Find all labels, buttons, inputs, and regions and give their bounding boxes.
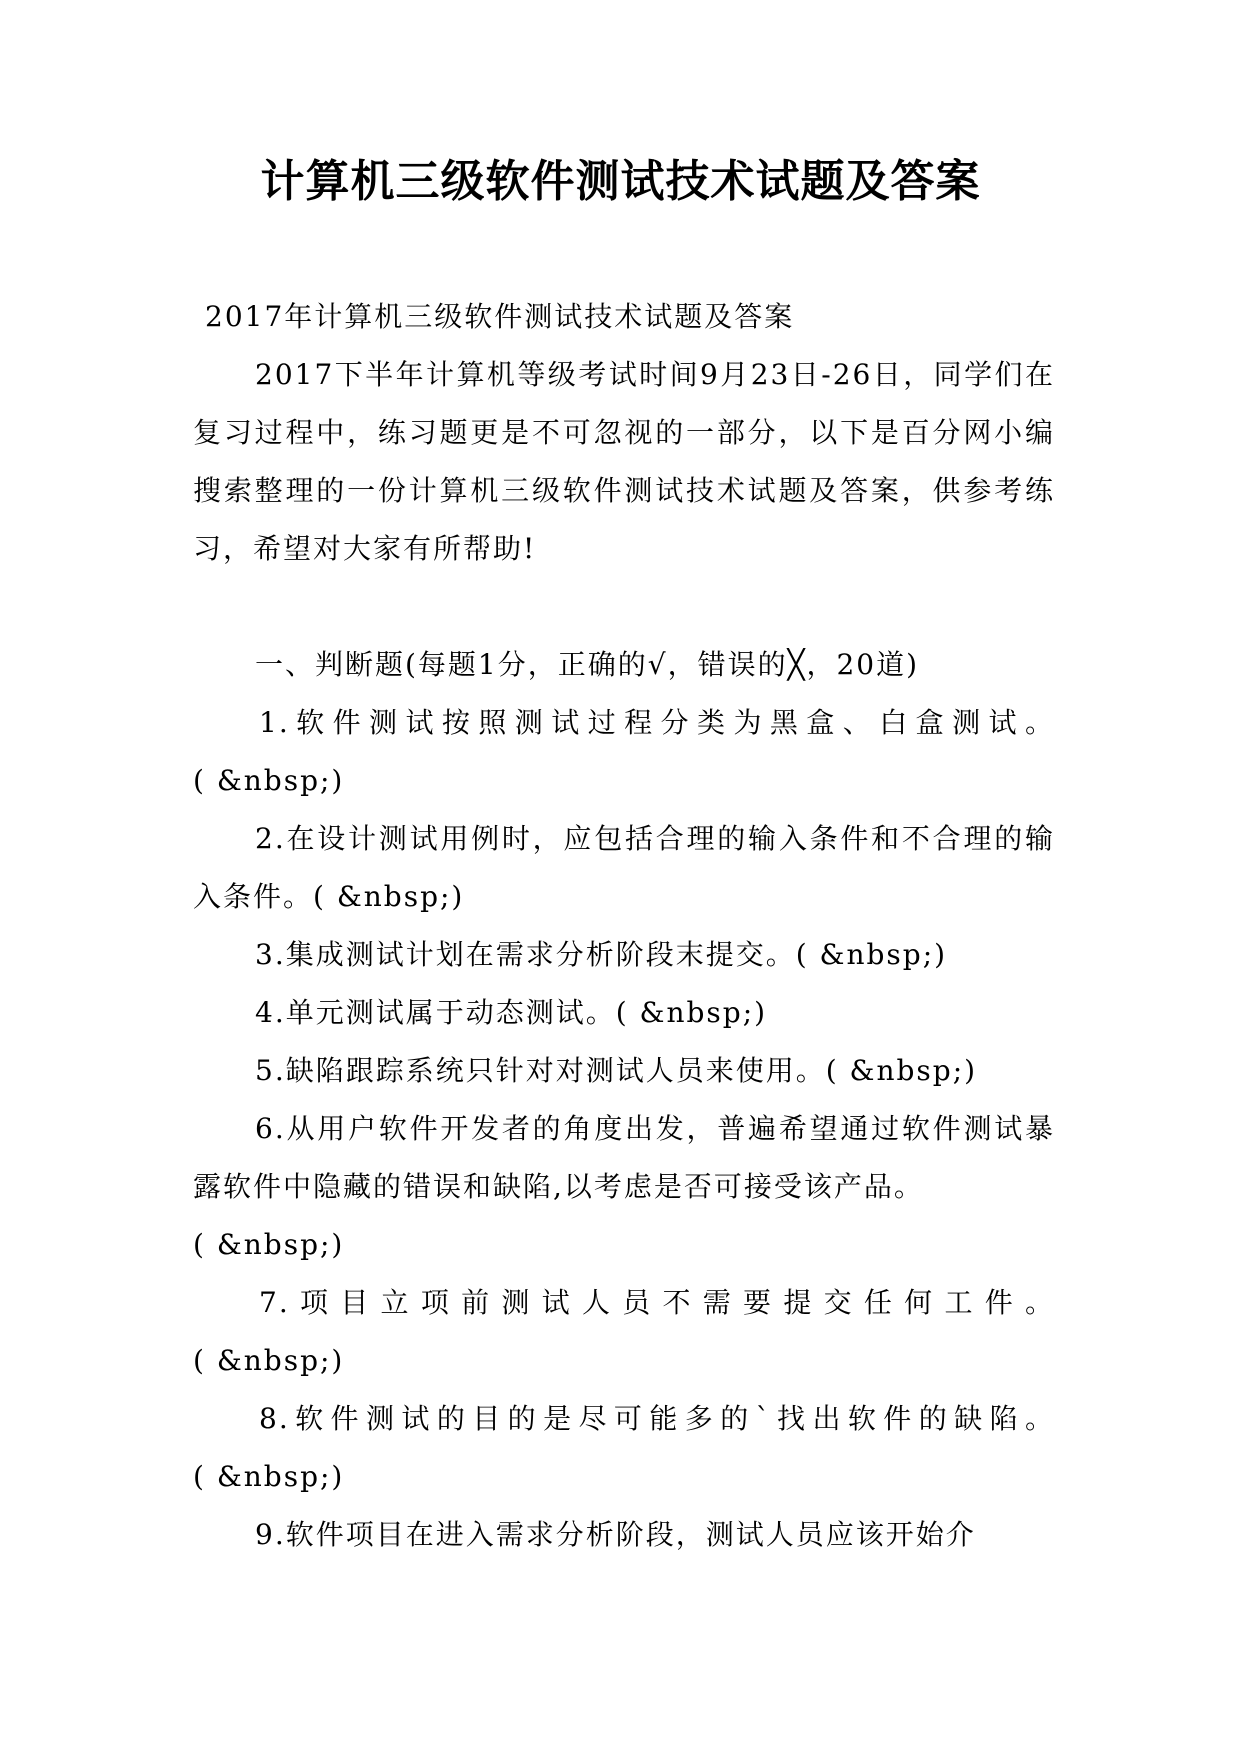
question-8 xyxy=(193,1390,1055,1506)
question-7 xyxy=(193,1274,1055,1390)
question-1 xyxy=(193,694,1055,810)
document-body xyxy=(193,288,1055,1564)
question-6 xyxy=(193,1100,1055,1274)
question-9: 9.软件项目在进入需求分析阶段，测试人员应该开始介 xyxy=(255,1518,976,1551)
document-subtitle: 2017年计算机三级软件测试技术试题及答案 xyxy=(205,300,795,333)
question-8-blank: ( &nbsp;) xyxy=(193,1460,345,1493)
question-6-text: 6.从用户软件开发者的角度出发，普遍希望通过软件测试暴露软件中隐藏的错误和缺陷,以考虑是否可接受该产品。 xyxy=(193,1112,1055,1203)
question-2: 2.在设计测试用例时，应包括合理的输入条件和不合理的输入条件。( &nbsp;) xyxy=(193,822,1055,913)
intro-paragraph: 2017下半年计算机等级考试时间9月23日-26日，同学们在复习过程中，练习题更是不可忽视的一部分，以下是百分网小编搜索整理的一份计算机三级软件测试技术试题及答案，供参考练习，希望对大家有所帮助! xyxy=(193,358,1055,565)
question-6-blank: ( &nbsp;) xyxy=(193,1228,345,1261)
section-heading: 一、判断题(每题1分，正确的√，错误的╳，20道) xyxy=(255,648,919,681)
question-8-text: 8.软件测试的目的是尽可能多的`找出软件的缺陷。 xyxy=(259,1402,1055,1435)
paragraph-spacer xyxy=(193,578,1055,636)
question-7-blank: ( &nbsp;) xyxy=(193,1344,345,1377)
question-4: 4.单元测试属于动态测试。( &nbsp;) xyxy=(255,996,768,1029)
question-5: 5.缺陷跟踪系统只针对对测试人员来使用。( &nbsp;) xyxy=(255,1054,978,1087)
question-1-text: 1.软件测试按照测试过程分类为黑盒、白盒测试。 xyxy=(259,706,1055,739)
question-1-blank: ( &nbsp;) xyxy=(193,764,345,797)
question-7-text: 7.项目立项前测试人员不需要提交任何工件。 xyxy=(259,1286,1055,1319)
question-3: 3.集成测试计划在需求分析阶段末提交。( &nbsp;) xyxy=(255,938,948,971)
document-title: 计算机三级软件测试技术试题及答案 xyxy=(260,156,981,207)
